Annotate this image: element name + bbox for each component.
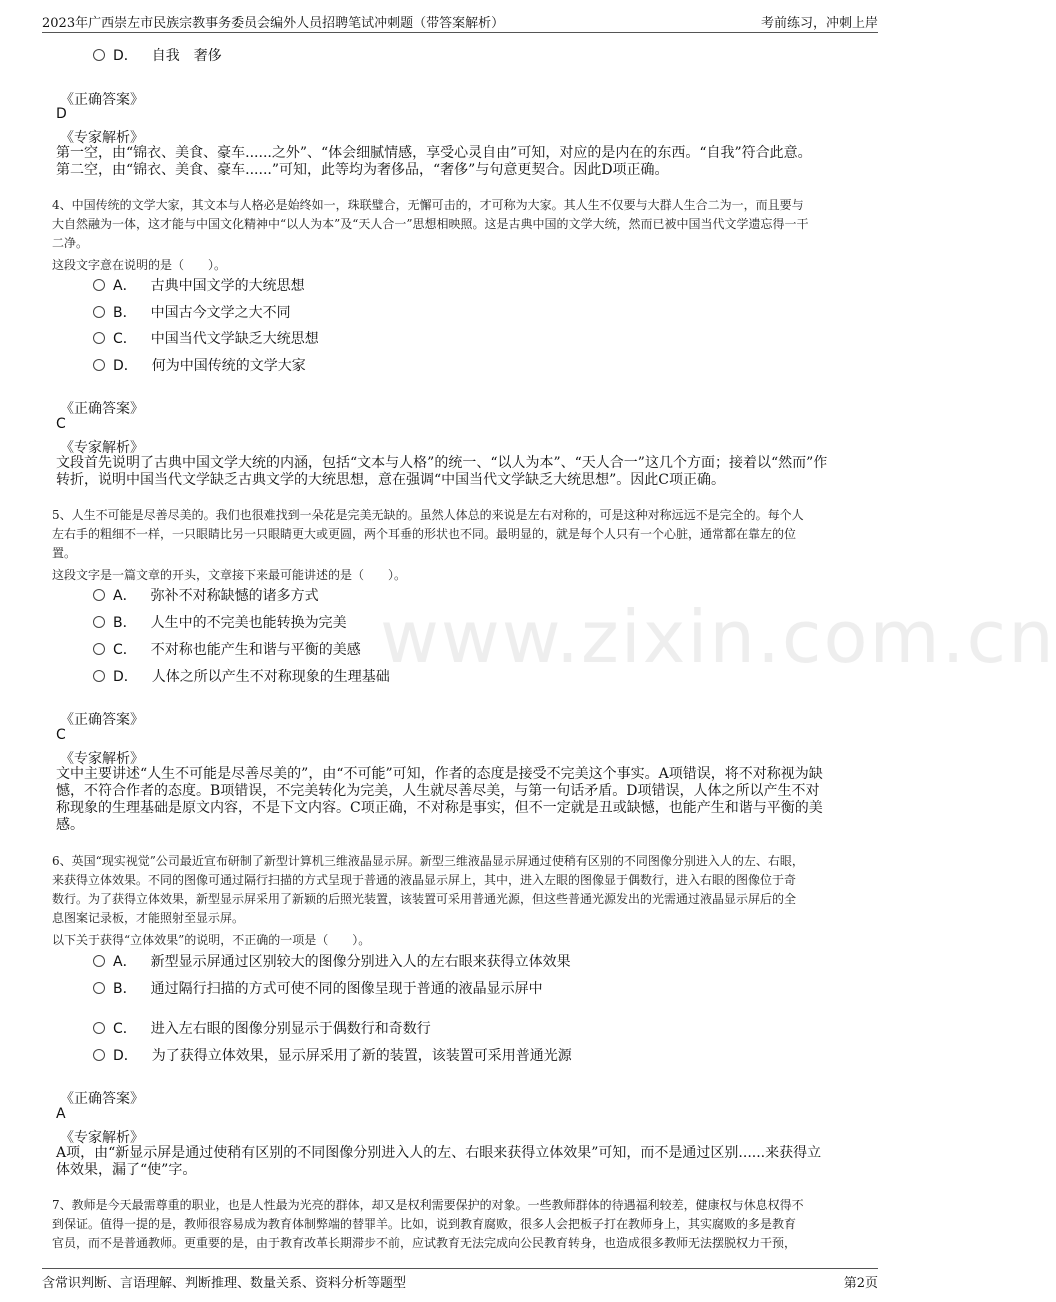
option-letter: C． — [113, 331, 137, 347]
option-letter: B． — [113, 305, 137, 321]
question-line: 4、中国传统的文学大家，其文本与人格必是始终如一，珠联璧合，无懈可击的，才可称为大家。其人生不仅要与大群人生合二为一，而且要与 — [52, 198, 804, 212]
analysis-line: 体效果，漏了“使”字。 — [56, 1162, 197, 1178]
question-7-text — [52, 1196, 867, 1253]
q5-option-b[interactable] — [93, 613, 347, 633]
q6-option-d[interactable] — [93, 1046, 572, 1066]
question-6-text — [52, 852, 867, 928]
watermark: www.zixin.com.cn — [380, 595, 1056, 679]
option-text: 通过隔行扫描的方式可使不同的图像呈现于普通的液晶显示屏中 — [150, 981, 543, 997]
option-text: 人生中的不完美也能转换为完美 — [150, 615, 347, 631]
question-4-stem: 这段文字意在说明的是（ ）。 — [52, 258, 227, 272]
question-line: 左右手的粗细不一样，一只眼睛比另一只眼睛更大或更圆，两个耳垂的形状也不同。最明显的，就是每个人只有一个心脏，通常都在靠左的位 — [52, 527, 797, 541]
analysis-label: 《专家解析》 — [60, 130, 144, 146]
radio-icon[interactable] — [93, 982, 105, 994]
answer-label: 《正确答案》 — [60, 712, 144, 728]
radio-icon[interactable] — [93, 332, 105, 344]
radio-icon[interactable] — [93, 643, 105, 655]
footer-description: 含常识判断、言语理解、判断推理、数量关系、资料分析等题型 — [42, 1276, 407, 1291]
question-6-stem: 以下关于获得“立体效果”的说明，不正确的一项是（ ）。 — [52, 933, 371, 947]
answer-label: 《正确答案》 — [60, 92, 144, 108]
analysis-line: 第二空，由“锦衣、美食、豪车......”可知，此等均为奢侈品，“奢侈”与句意更契合。因此D项正确。 — [56, 162, 669, 178]
question-line: 7、教师是今天最需尊重的职业，也是人性最为光亮的群体，却又是权利需要保护的对象。一些教师群体的待遇福利较差，健康权与休息权得不 — [52, 1198, 804, 1212]
analysis-line: 第一空，由“锦衣、美食、豪车......之外”、“体会细腻情感，享受心灵自由”可知，对应的是内在的东西。“自我”符合此意。 — [56, 145, 812, 161]
answer-value: D — [56, 106, 67, 122]
analysis-line: 转折，说明中国当代文学缺乏古典文学的大统思想，意在强调“中国当代文学缺乏大统思想”。因此C项正确。 — [56, 472, 726, 488]
q4-option-c[interactable] — [93, 329, 319, 349]
analysis-text — [56, 1145, 864, 1179]
option-text: 为了获得立体效果，显示屏采用了新的装置，该装置可采用普通光源 — [151, 1048, 572, 1064]
analysis-line: 文中主要讲述“人生不可能是尽善尽美的”，由“不可能”可知，作者的态度是接受不完美这个事实。A项错误，将不对称视为缺 — [56, 766, 823, 782]
radio-icon[interactable] — [93, 955, 105, 967]
analysis-line: 文段首先说明了古典中国文学大统的内涵，包括“文本与人格”的统一、“以人为本”、“天人合一”这几个方面；接着以“然而”作 — [56, 455, 828, 471]
option-letter: C． — [113, 1021, 137, 1037]
option-letter: D． — [113, 669, 138, 685]
option-text: 不对称也能产生和谐与平衡的美感 — [150, 642, 361, 658]
q5-option-a[interactable] — [93, 586, 319, 606]
q6-option-b[interactable] — [93, 979, 543, 999]
page-header — [42, 10, 878, 33]
page-footer — [42, 1268, 878, 1291]
analysis-line: 感。 — [56, 817, 84, 833]
radio-icon[interactable] — [93, 1049, 105, 1061]
q6-option-a[interactable] — [93, 952, 571, 972]
question-5-stem: 这段文字是一篇文章的开头，文章接下来最可能讲述的是（ ）。 — [52, 568, 407, 582]
answer-value: C — [56, 416, 66, 432]
analysis-line: 憾，不符合作者的态度。B项错误，不完美转化为完美，人生就尽善尽美，与第一句话矛盾。D项错误，人体之所以产生不对 — [56, 783, 820, 799]
option-letter: B． — [113, 981, 137, 997]
analysis-text — [56, 455, 864, 489]
page-number: 第2页 — [843, 1276, 878, 1291]
option-letter: D． — [113, 48, 138, 64]
option-letter: C． — [113, 642, 137, 658]
analysis-label: 《专家解析》 — [60, 751, 144, 767]
answer-label: 《正确答案》 — [60, 1091, 144, 1107]
question-line: 大自然融为一体，这才能与中国文化精神中“以人为本”及“天人合一”思想相映照。这是古典中国的文学大统，然而已被中国当代文学遗忘得一干 — [52, 217, 809, 231]
radio-icon[interactable] — [93, 670, 105, 682]
q5-option-d[interactable] — [93, 667, 390, 687]
option-text: 何为中国传统的文学大家 — [151, 358, 306, 374]
radio-icon[interactable] — [93, 359, 105, 371]
question-line: 5、人生不可能是尽善尽美的。我们也很难找到一朵花是完美无缺的。虽然人体总的来说是左右对称的，可是这种对称远远不是完全的。每个人 — [52, 508, 804, 522]
option-letter: B． — [113, 615, 137, 631]
q3-option-d[interactable] — [93, 46, 222, 66]
radio-icon[interactable] — [93, 589, 105, 601]
question-line: 数行。为了获得立体效果，新型显示屏采用了新颖的后照光装置，该装置可采用普通光源，但这些普通光源发出的光需通过液晶显示屏后的全 — [52, 892, 797, 906]
analysis-line: A项，由“新显示屏是通过使稍有区别的不同图像分别进入人的左、右眼来获得立体效果”可知，而不是通过区别......来获得立 — [56, 1145, 822, 1161]
radio-icon[interactable] — [93, 1022, 105, 1034]
analysis-label: 《专家解析》 — [60, 440, 144, 456]
option-text: 人体之所以产生不对称现象的生理基础 — [151, 669, 390, 685]
option-text: 进入左右眼的图像分别显示于偶数行和奇数行 — [150, 1021, 431, 1037]
radio-icon[interactable] — [93, 306, 105, 318]
question-line: 置。 — [52, 546, 77, 560]
question-4-text — [52, 196, 867, 253]
q4-option-d[interactable] — [93, 356, 306, 376]
option-letter: A． — [113, 954, 137, 970]
question-line: 6、英国“现实视觉”公司最近宣布研制了新型计算机三维液晶显示屏。新型三维液晶显示屏通过使稍有区别的不同图像分别进入人的左、右眼， — [52, 854, 804, 868]
header-slogan: 考前练习，冲刺上岸 — [760, 16, 878, 31]
analysis-text — [56, 766, 864, 834]
analysis-label: 《专家解析》 — [60, 1130, 144, 1146]
question-line: 二净。 — [52, 236, 89, 250]
document-title: 2023年广西崇左市民族宗教事务委员会编外人员招聘笔试冲刺题（带答案解析） — [42, 16, 505, 31]
answer-value: A — [56, 1106, 66, 1122]
option-text: 自我 奢侈 — [151, 48, 222, 64]
analysis-text — [56, 145, 864, 179]
q4-option-a[interactable] — [93, 276, 305, 296]
option-text: 古典中国文学的大统思想 — [150, 278, 305, 294]
option-text: 中国古今文学之大不同 — [150, 305, 291, 321]
question-line: 到保证。值得一提的是，教师很容易成为教育体制弊端的替罪羊。比如，说到教育腐败，很多人会把板子打在教师身上，其实腐败的多是教育 — [52, 1217, 797, 1231]
option-text: 新型显示屏通过区别较大的图像分别进入人的左右眼来获得立体效果 — [150, 954, 571, 970]
answer-label: 《正确答案》 — [60, 401, 144, 417]
radio-icon[interactable] — [93, 616, 105, 628]
question-line: 来获得立体效果。不同的图像可通过隔行扫描的方式呈现于普通的液晶显示屏上，其中，进入左眼的图像显于偶数行，进入右眼的图像位于奇 — [52, 873, 797, 887]
q5-option-c[interactable] — [93, 640, 361, 660]
radio-icon[interactable] — [93, 49, 105, 61]
option-letter: A． — [113, 588, 137, 604]
option-text: 弥补不对称缺憾的诸多方式 — [150, 588, 319, 604]
q4-option-b[interactable] — [93, 303, 291, 323]
option-letter: D． — [113, 358, 138, 374]
question-line: 息图案记录板，才能照射至显示屏。 — [52, 911, 245, 925]
radio-icon[interactable] — [93, 279, 105, 291]
analysis-line: 称现象的生理基础是原文内容，不是下文内容。C项正确，不对称是事实，但不一定就是丑或缺憾，也能产生和谐与平衡的美 — [56, 800, 823, 816]
q6-option-c[interactable] — [93, 1019, 431, 1039]
option-letter: D． — [113, 1048, 138, 1064]
option-letter: A． — [113, 278, 137, 294]
option-text: 中国当代文学缺乏大统思想 — [150, 331, 319, 347]
question-line: 官员，而不是普通教师。更重要的是，由于教育改革长期滞步不前，应试教育无法完成向公民教育转身，也造成很多教师无法摆脱权力干预， — [52, 1236, 797, 1250]
question-5-text — [52, 506, 867, 563]
answer-value: C — [56, 727, 66, 743]
